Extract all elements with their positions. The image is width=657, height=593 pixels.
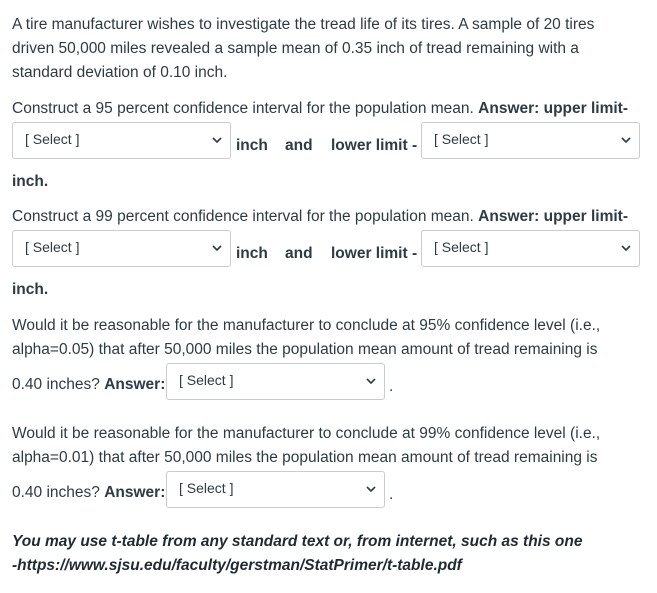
intro-line-1: A tire manufacturer wishes to investigate the tread life of its tires. A sample of 20 tires: [12, 16, 595, 33]
q1-end-label: inch.: [12, 173, 49, 190]
q3-question-end: 0.40 inches?: [12, 376, 100, 393]
q3-line-1: Would it be reasonable for the manufacturer to conclude at 95% confidence level (i.e.,: [12, 317, 601, 334]
q2-lower-limit-label: lower limit -: [331, 245, 418, 262]
q4-question-end: 0.40 inches?: [12, 484, 100, 501]
q2-end-label: inch.: [12, 281, 49, 298]
chevron-down-icon: [621, 137, 631, 143]
q1-lower-select-value: [ Select ]: [434, 131, 489, 147]
q1-prompt-line: [12, 97, 628, 121]
q4-line-2: alpha=0.01) that after 50,000 miles the population mean amount of tread remaining is: [12, 449, 598, 466]
q2-inch-label: inch: [236, 245, 268, 262]
footer-note-line-1: You may use t-table from any standard text or, from internet, such as this one: [12, 533, 583, 550]
q4-period: .: [389, 486, 394, 503]
q3-line-2: alpha=0.05) that after 50,000 miles the population mean amount of tread remaining is: [12, 341, 598, 358]
chevron-down-icon: [212, 137, 222, 143]
chevron-down-icon: [366, 486, 376, 492]
q3-line-3: [12, 373, 165, 397]
q4-line-3: [12, 481, 165, 505]
q4-answer-select[interactable]: [166, 471, 385, 508]
q1-upper-limit-select[interactable]: [12, 122, 231, 159]
q2-and-label: and: [285, 245, 313, 262]
footer-note-link[interactable]: -https://www.sjsu.edu/faculty/gerstman/StatPrimer/t-table.pdf: [12, 557, 462, 574]
q2-prompt: Construct a 99 percent confidence interval for the population mean.: [12, 208, 474, 225]
q1-lower-limit-select[interactable]: [421, 122, 640, 159]
q4-line-1: Would it be reasonable for the manufacturer to conclude at 99% confidence level (i.e.,: [12, 425, 601, 442]
q2-prompt-line: [12, 205, 628, 229]
q2-lower-select-value: [ Select ]: [434, 239, 489, 255]
chevron-down-icon: [212, 245, 222, 251]
q4-answer-label: Answer:: [104, 484, 166, 501]
q1-prompt: Construct a 95 percent confidence interval for the population mean.: [12, 100, 474, 117]
q2-upper-select-value: [ Select ]: [25, 239, 80, 255]
q2-lower-limit-select[interactable]: [421, 230, 640, 267]
intro-line-2: driven 50,000 miles revealed a sample mean of 0.35 inch of tread remaining with a: [12, 40, 579, 57]
intro-line-3: standard deviation of 0.10 inch.: [12, 64, 228, 81]
q3-period: .: [389, 378, 394, 395]
q1-upper-select-value: [ Select ]: [25, 131, 80, 147]
chevron-down-icon: [621, 245, 631, 251]
q1-lower-limit-label: lower limit -: [331, 137, 418, 154]
q2-answer-label: Answer: upper limit-: [478, 208, 629, 225]
q4-select-value: [ Select ]: [179, 480, 234, 496]
q3-answer-select[interactable]: [166, 363, 385, 400]
q1-answer-label: Answer: upper limit-: [478, 100, 629, 117]
q1-and-label: and: [285, 137, 313, 154]
q3-answer-label: Answer:: [104, 376, 166, 393]
q3-select-value: [ Select ]: [179, 372, 234, 388]
q2-upper-limit-select[interactable]: [12, 230, 231, 267]
q1-inch-label: inch: [236, 137, 268, 154]
chevron-down-icon: [366, 378, 376, 384]
